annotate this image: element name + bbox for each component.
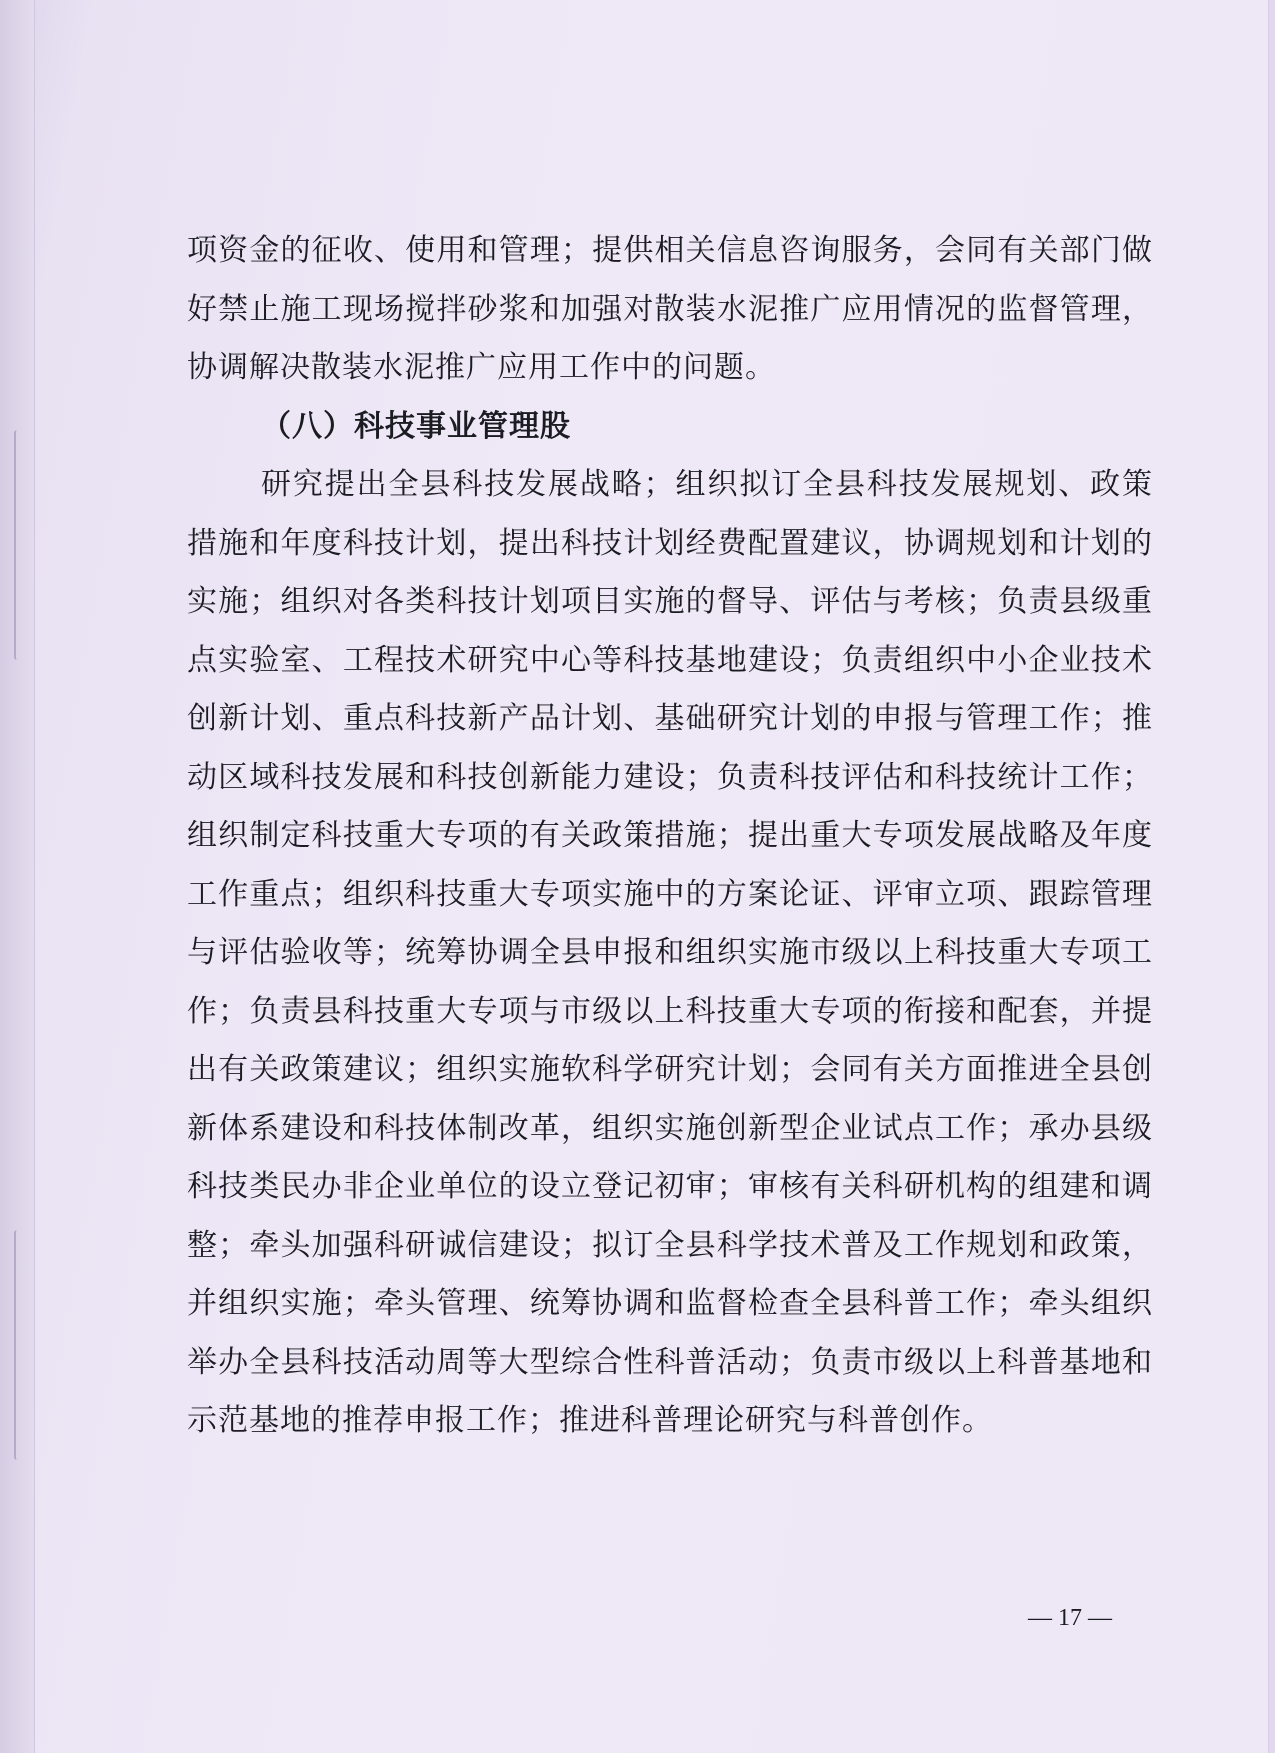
section-heading: （八）科技事业管理股 <box>261 408 571 444</box>
page-edge <box>1268 0 1275 1753</box>
continued-paragraph: 项资金的征收、使用和管理；提供相关信息咨询服务，会同有关部门做好禁止施工现场搅拌砂浆和加强对散装水泥推广应用情况的监督管理，协调解决散装水泥推广应用工作中的问题。 <box>187 233 1153 385</box>
section-paragraph: 研究提出全县科技发展战略；组织拟订全县科技发展规划、政策措施和年度科技计划，提出科技计划经费配置建议，协调规划和计划的实施；组织对各类科技计划项目实施的督导、评估与考核；负责县级重点实验室、工程技术研究中心等科技基地建设；负责组织中小企业技术创新计划、重点科技新产品计划、基础研究计划的申报与管理工作；推动区域科技发展和科技创新能力建设；负责科技评估和科技统计工作；组织制定科技重大专项的有关政策措施；提出重大专项发展战略及年度工作重点；组织科技重大专项实施中的方案论证、评审立项、跟踪管理与评估验收等；统筹协调全县申报和组织实施市级以上科技重大专项工作；负责县科技重大专项与市级以上科技重大专项的衔接和配套，并提出有关政策建议；组织实施软科学研究计划；会同有关方面推进全县创新体系建设和科技体制改革，组织实施创新型企业试点工作；承办县级科技类民办非企业单位的设立登记初审；审核有关科研机构的组建和调整；牵头加强科研诚信建设；拟订全县科学技术普及工作规划和政策，并组织实施；牵头管理、统筹协调和监督检查全县科普工作；牵头组织举办全县科技活动周等大型综合性科普活动；负责市级以上科普基地和示范基地的推荐申报工作；推进科普理论研究与科普创作。 <box>187 467 1153 1438</box>
staple-bottom <box>14 1230 32 1460</box>
page-number: — 17 — <box>1028 1605 1112 1631</box>
document-body <box>187 222 1153 1451</box>
staple-top <box>14 430 32 660</box>
binding-spine <box>0 0 35 1753</box>
